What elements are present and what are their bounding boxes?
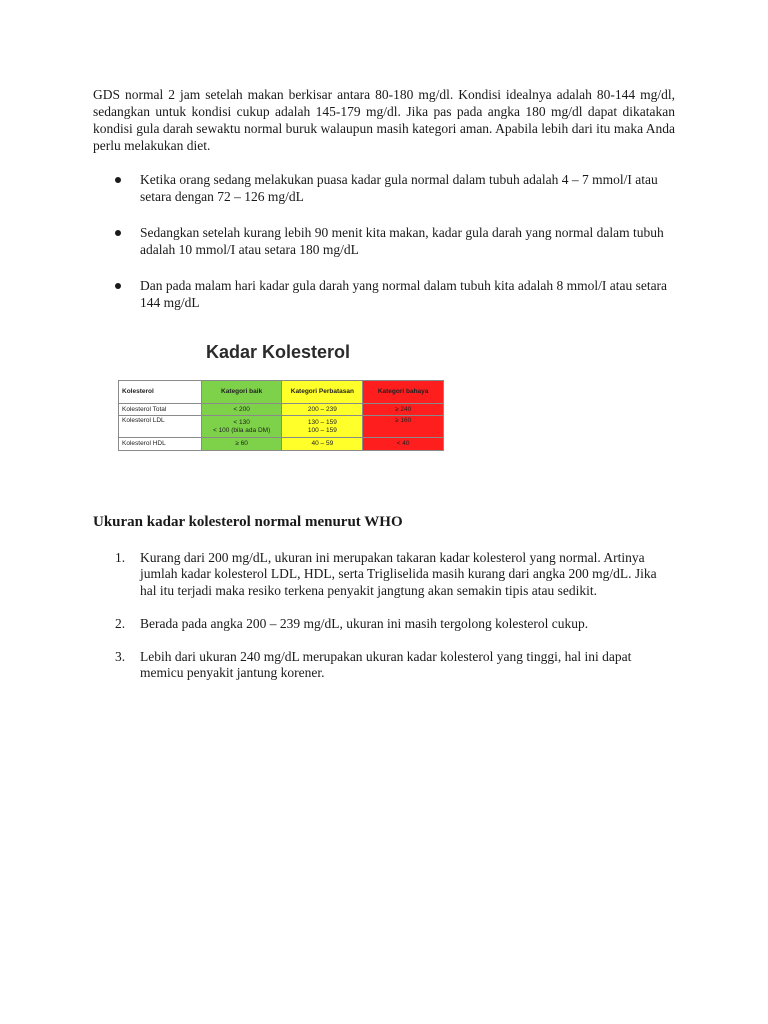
header-cell: Kategori baik <box>201 381 282 404</box>
list-number: 1. <box>115 550 126 565</box>
table-row <box>119 404 444 416</box>
list-text: Lebih dari ukuran 240 mg/dL merupakan ukuran kadar kolesterol yang tinggi, hal ini dapat memicu penyakit jantung korener. <box>140 649 632 681</box>
table-row <box>119 438 444 451</box>
header-cell: Kategori bahaya <box>363 381 444 404</box>
bullet-list <box>93 171 675 311</box>
table-cell: ≥ 60 <box>201 438 282 451</box>
bullet-text: Ketika orang sedang melakukan puasa kadar gula normal dalam tubuh adalah 4 – 7 mmol/I atau setara dengan 72 – 126 mg/dL <box>140 172 658 204</box>
bullet-item <box>93 171 675 205</box>
bullet-item <box>93 277 675 311</box>
table-header-row <box>119 381 444 404</box>
figure-title: Kadar Kolesterol <box>206 342 351 362</box>
bullet-text: Sedangkan setelah kurang lebih 90 menit kita makan, kadar gula darah yang normal dalam tubuh adalah 10 mmol/I atau setara 180 mg/dL <box>140 225 664 257</box>
bullet-text: Dan pada malam hari kadar gula darah yang normal dalam tubuh kita adalah 8 mmol/I atau setara 144 mg/dL <box>140 278 668 310</box>
table-cell: < 40 <box>363 438 444 451</box>
table-cell: Kolesterol Total <box>119 404 202 416</box>
table-cell: 130 – 159 100 – 159 <box>282 416 363 438</box>
table-row <box>119 416 444 438</box>
table-cell: ≥ 240 <box>363 404 444 416</box>
numbered-list <box>93 550 675 699</box>
table-cell: < 200 <box>201 404 282 416</box>
document-body <box>93 86 675 330</box>
list-item <box>93 550 675 599</box>
list-item <box>93 649 675 682</box>
table-cell: ≥ 160 <box>363 416 444 438</box>
table-cell: Kolesterol LDL <box>119 416 202 438</box>
bullet-dot-icon <box>115 230 121 236</box>
table-cell: 200 – 239 <box>282 404 363 416</box>
header-cell: Kolesterol <box>119 381 202 404</box>
table-cell: 40 – 59 <box>282 438 363 451</box>
section-heading: Ukuran kadar kolesterol normal menurut WHO <box>93 514 403 530</box>
list-item <box>93 616 675 632</box>
list-text: Kurang dari 200 mg/dL, ukuran ini merupakan takaran kadar kolesterol yang normal. Artinya jumlah kadar kolesterol LDL, HDL, serta Trigliselida masih kurang dari angka 200 mg/dL. Jika hal itu terjadi maka resiko terkena penyakit jangtung akan semakin tipis atau sedikit. <box>140 550 657 598</box>
cholesterol-table <box>118 380 444 451</box>
list-text: Berada pada angka 200 – 239 mg/dL, ukuran ini masih tergolong kolesterol cukup. <box>140 615 589 631</box>
header-cell: Kategori Perbatasan <box>282 381 363 404</box>
list-number: 3. <box>115 649 126 665</box>
table-cell: < 130 < 100 (bila ada DM) <box>201 416 282 438</box>
bullet-dot-icon <box>115 177 121 183</box>
cholesterol-figure <box>118 340 444 462</box>
intro-paragraph: GDS normal 2 jam setelah makan berkisar antara 80-180 mg/dl. Kondisi idealnya adalah 80-144 mg/dl, sedangkan untuk kondisi cukup adalah 145-179 mg/dl. Jika pas pada angka 180 mg/dl dapat dikatakan kondisi gula darah sewaktu normal buruk walaupun masih kategori aman. Apabila lebih dari itu maka Anda perlu melakukan diet. <box>93 87 675 153</box>
list-number: 2. <box>115 615 126 631</box>
bullet-item <box>93 224 675 258</box>
table-cell: Kolesterol HDL <box>119 438 202 451</box>
bullet-dot-icon <box>115 283 121 289</box>
